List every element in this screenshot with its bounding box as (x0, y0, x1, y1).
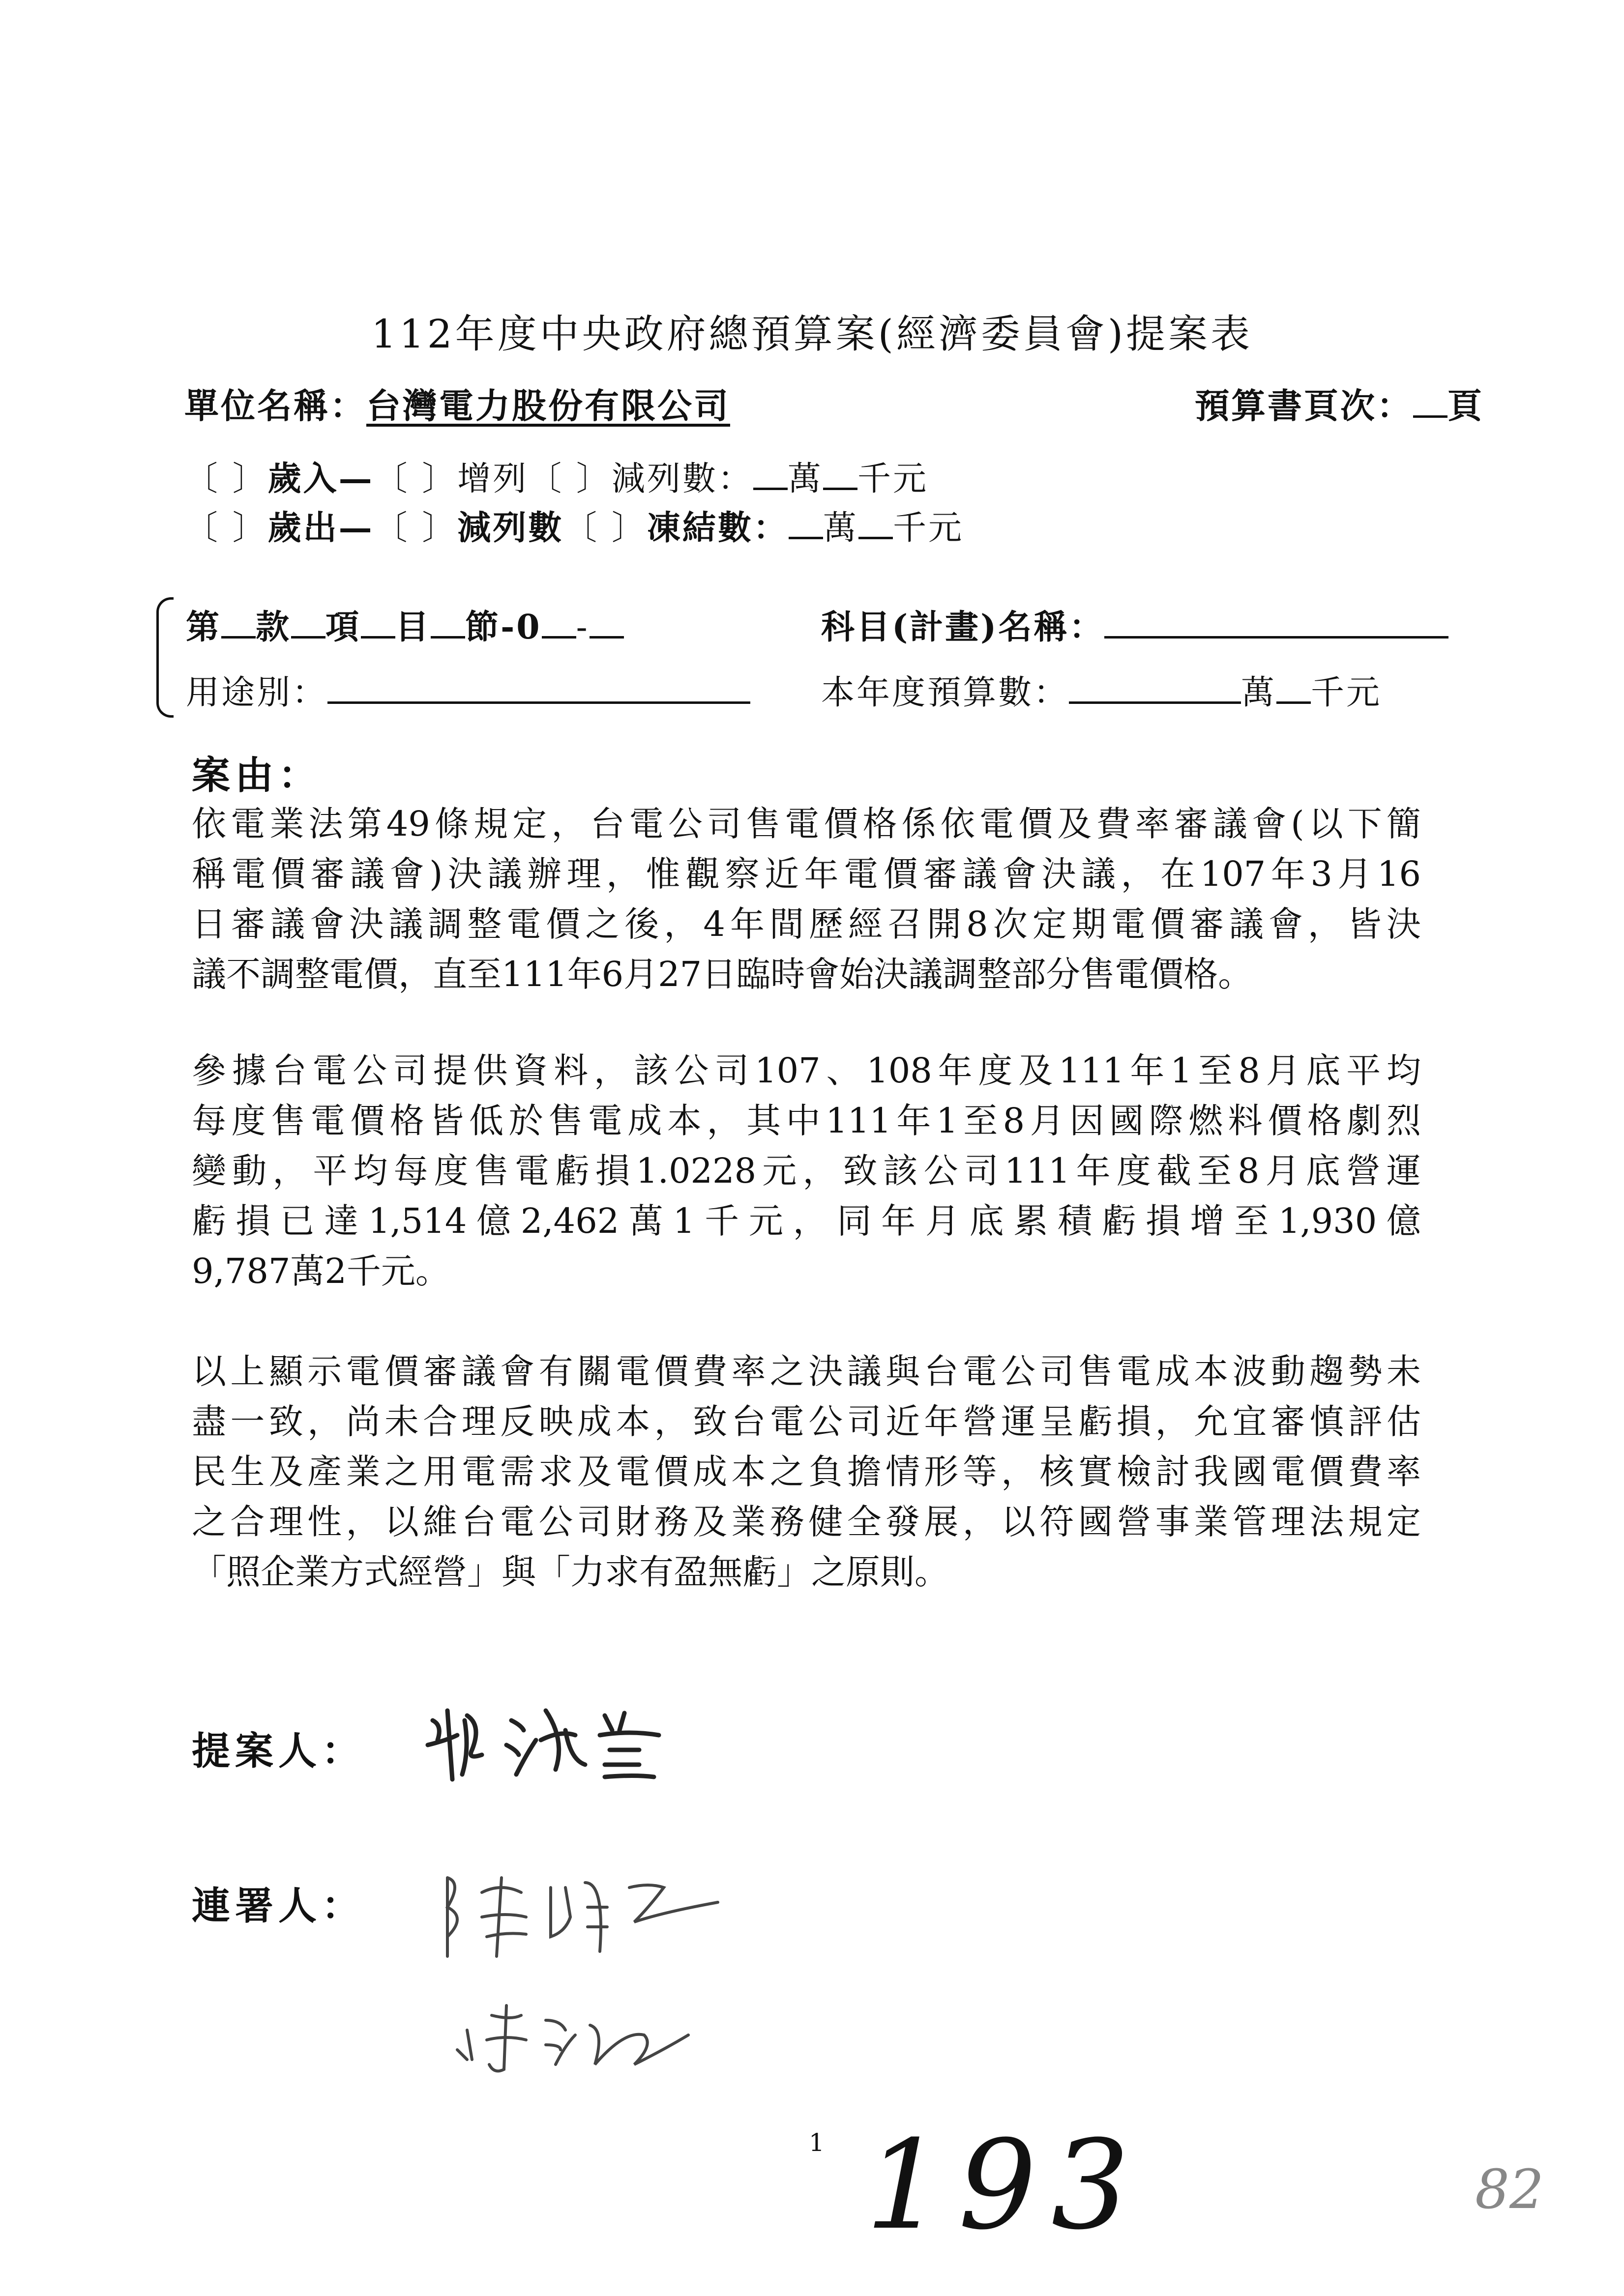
page-title: 112年度中央政府總預算案(經濟委員會)提案表 (371, 311, 1253, 357)
unit-name-row (184, 378, 730, 428)
di-blank[interactable] (221, 607, 256, 639)
budget-page-row (1195, 378, 1484, 428)
increase-label: 增列 (457, 460, 529, 498)
paragraph-line: 每度售電價格皆低於售電成本，其中111年1至8月因國際燃料價格劇烈 (192, 1101, 1421, 1141)
expense-label: 歲出— (267, 508, 374, 548)
section-bracket (156, 597, 174, 718)
wan-blank[interactable] (789, 507, 823, 539)
budget-wan-blank[interactable] (1069, 672, 1241, 704)
dash: - (576, 608, 590, 647)
unit-label: 單位名稱： (184, 385, 366, 426)
budget-page-blank[interactable] (1413, 386, 1447, 418)
wan-label: 萬 (823, 509, 858, 548)
wan-blank[interactable] (753, 458, 788, 490)
qian-label: 千元 (1311, 673, 1382, 712)
paragraph-line: 依電業法第49條規定，台電公司售電價格係依電價及費率審議會(以下簡 (192, 804, 1421, 844)
reason-label: 案由： (192, 753, 322, 798)
revenue-row (184, 452, 928, 500)
paragraph-line: 9,787萬2千元。 (192, 1251, 450, 1291)
cosigner-signature-2 (447, 1996, 703, 2074)
freeze-label: 凍結數： (647, 508, 789, 548)
wan-label: 萬 (787, 460, 823, 498)
wan-label: 萬 (1241, 673, 1277, 712)
expense-row (184, 501, 964, 549)
section-row (186, 601, 624, 648)
revenue-label: 歲入— (267, 459, 374, 498)
qian-label: 千元 (892, 509, 964, 548)
handwritten-note: 82 (1475, 2158, 1544, 2221)
paragraph-line: 盡一致，尚未合理反映成本，致台電公司近年營運呈虧損，允宜審慎評估 (192, 1401, 1421, 1442)
proposer-signature (418, 1691, 693, 1789)
qian-blank[interactable] (858, 507, 893, 539)
usage-blank[interactable] (327, 672, 750, 704)
decrease-checkbox[interactable]: 〔 〕 (374, 509, 458, 548)
paragraph-line: 以上顯示電價審議會有關電價費率之決議與台電公司售電成本波動趨勢未 (192, 1351, 1421, 1392)
budget-page-suffix: 頁 (1447, 385, 1484, 426)
paragraph-line: 民生及產業之用電需求及電價成本之負擔情形等，核實檢討我國電價費率 (192, 1452, 1421, 1492)
kuan-blank[interactable] (291, 607, 325, 639)
revenue-checkbox[interactable]: 〔 〕 (184, 460, 268, 498)
paragraph-line: 虧損已達1,514億2,462萬1千元，同年月底累積虧損增至1,930億 (192, 1201, 1421, 1241)
increase-checkbox[interactable]: 〔 〕 (374, 460, 458, 498)
cosigner-label: 連署人： (192, 1884, 365, 1928)
budget-amount-label: 本年度預算數： (821, 673, 1069, 712)
subject-blank[interactable] (1104, 607, 1448, 639)
paragraph-line: 參據台電公司提供資料，該公司107、108年度及111年1至8月底平均 (192, 1050, 1421, 1091)
jie-label: 節-0 (465, 608, 542, 647)
proposer-label: 提案人： (192, 1729, 365, 1773)
unit-value: 台灣電力股份有限公司 (366, 385, 730, 426)
mu-blank[interactable] (431, 607, 465, 639)
decrease-label: 減列數： (611, 460, 753, 498)
di-label: 第 (186, 608, 222, 647)
cosigner-signature-1 (433, 1858, 738, 1966)
paragraph-line: 日審議會決議調整電價之後，4年間歷經召開8次定期電價審議會，皆決 (192, 904, 1421, 944)
paragraph-line: 之合理性，以維台電公司財務及業務健全發展，以符國營事業管理法規定 (192, 1502, 1421, 1542)
subject-row (821, 601, 1448, 648)
budget-qian-blank[interactable] (1276, 672, 1311, 704)
budget-page-label: 預算書頁次： (1195, 385, 1413, 426)
usage-label: 用途別： (186, 673, 328, 712)
budget-amount-row (821, 666, 1382, 714)
handwritten-page-number: 193 (865, 2114, 1145, 2257)
decrease-label: 減列數 (457, 508, 564, 548)
freeze-checkbox[interactable]: 〔 〕 (563, 509, 647, 548)
page-number: 1 (809, 2128, 825, 2157)
xiang-label: 項 (325, 608, 361, 647)
expense-checkbox[interactable]: 〔 〕 (184, 509, 268, 548)
paragraph-line: 議不調整電價，直至111年6月27日臨時會始決議調整部分售電價格。 (192, 954, 1253, 994)
xiang-blank[interactable] (361, 607, 395, 639)
mu-label: 目 (395, 608, 431, 647)
kuan-label: 款 (256, 608, 292, 647)
qian-blank[interactable] (823, 458, 857, 490)
qian-label: 千元 (857, 460, 928, 498)
paragraph-line: 稱電價審議會)決議辦理，惟觀察近年電價審議會決議，在107年3月16 (192, 854, 1421, 894)
decrease-checkbox[interactable]: 〔 〕 (528, 460, 612, 498)
subject-label: 科目(計畫)名稱： (821, 608, 1105, 647)
jie-blank[interactable] (542, 607, 576, 639)
paragraph-line: 變動，平均每度售電虧損1.0228元，致該公司111年度截至8月底營運 (192, 1151, 1421, 1191)
usage-row (186, 666, 750, 714)
sub-blank[interactable] (590, 607, 624, 639)
paragraph-line: 「照企業方式經營」與「力求有盈無虧」之原則。 (192, 1552, 949, 1592)
